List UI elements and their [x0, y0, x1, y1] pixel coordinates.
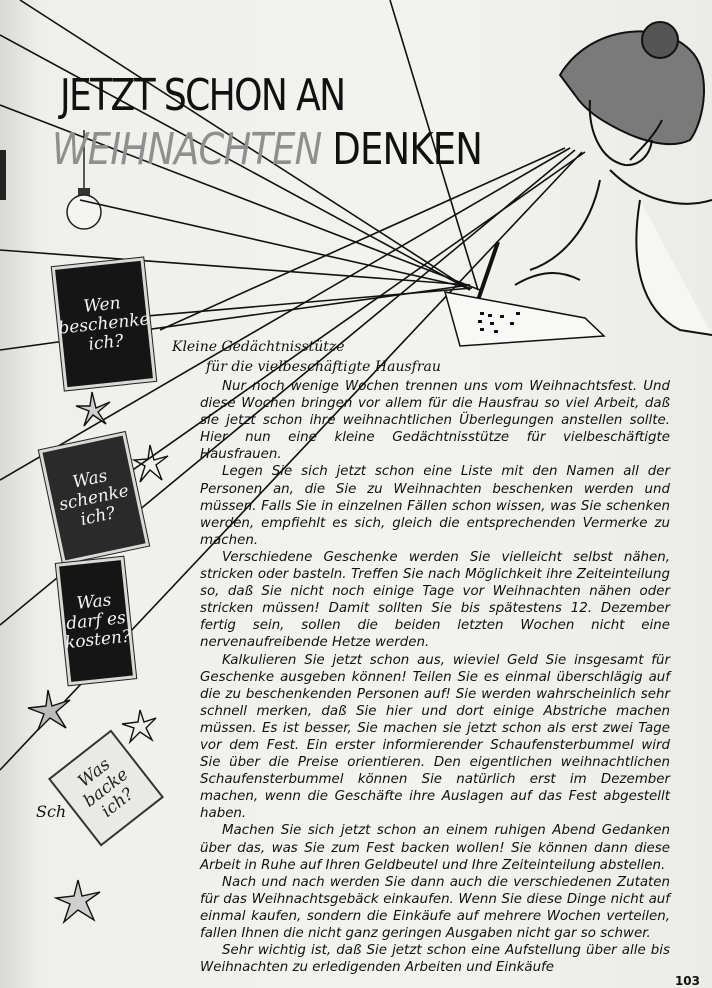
- title-denken: DENKEN: [321, 124, 483, 175]
- paragraph: Nach und nach werden Sie dann auch die verschiedenen Zutaten für das Weihnachtsgebäck einkaufen. Wenn Sie diese Dinge nicht auf einmal kaufen, sondern die Einkäufe auf mehrere Wochen verteilen, fallen Ihnen die nicht ganz geringen Ausgaben nicht gar so schwer.: [200, 874, 670, 941]
- title-line-1: JETZT SCHON AN: [60, 70, 345, 121]
- pencil-icon: [476, 242, 498, 306]
- subtitle-line-1: Kleine Gedächtnisstütze: [172, 339, 345, 355]
- paragraph: Machen Sie sich jetzt schon an einem ruhigen Abend Gedanken über das, was Sie zum Fest backen wollen! Sie können dann diese Arbeit in Ruhe auf Ihren Geldbeutel und Ihre Zeiteinteilung abstellen.: [200, 823, 670, 873]
- page-number: 103: [674, 974, 700, 988]
- board-was-darf-es-kosten: Was darf es kosten?: [56, 557, 136, 685]
- article-body: [200, 378, 670, 976]
- title-weihnachten: WEIHNACHTEN: [52, 124, 322, 175]
- notebook-icon: [445, 292, 604, 346]
- paragraph: Legen Sie sich jetzt schon eine Liste mit den Namen all der Personen an, die Sie zu Weihnachten beschenken werden und müssen. Falls Sie in einzelnen Fällen schon wissen, was Sie schenken werden, empfiehlt es sich, gleich die entsprechenden Vermerke zu machen.: [200, 464, 670, 548]
- board-wen-beschenke: Wen beschenke ich?: [52, 258, 156, 391]
- paragraph: Verschiedene Geschenke werden Sie vielleicht selbst nähen, stricken oder basteln. Treffen Sie nach Möglichkeit ihre Zeiteinteilung so, daß Sie nicht noch einige Tage vor Weihnachten nähen oder stricken müssen! Damit sollten Sie bis spätestens 12. Dezember fertig sein, sollen die beiden letzten Wochen nicht eine nervenaufreibende Hetze werden.: [200, 549, 670, 651]
- title-line-2: [52, 124, 482, 175]
- paragraph: Kalkulieren Sie jetzt schon aus, wieviel Geld Sie insgesamt für Geschenke ausgeben können! Teilen Sie es einmal überschlägig auf die zu beschenkenden Personen auf! Sie werden wahrscheinlich sehr schnell merken, daß Sie hier und dort einige Abstriche machen müssen. Es ist besser, Sie machen sie jetzt schon als erst zwei Tage vor dem Fest. Ein erster informierender Schaufensterbummel wird Sie über die Preise orientieren. Den eigentlichen weihnachtlichen Schaufensterbummel können Sie natürlich erst im Dezember machen, wenn die Geschäfte ihre Auslagen auf das Fest abgestellt haben.: [200, 652, 670, 822]
- subtitle: [172, 337, 441, 377]
- board-was-backe: Was backe ich?: [48, 729, 164, 846]
- paragraph: Sehr wichtig ist, daß Sie jetzt schon eine Aufstellung über alle bis Weihnachten zu erledigenden Arbeiten und Einkäufe: [200, 943, 670, 976]
- board-was-schenke: Was schenke ich?: [39, 432, 149, 564]
- woman-illustration: [515, 22, 712, 335]
- artist-signature: Sch: [36, 802, 67, 821]
- paragraph: Nur noch wenige Wochen trennen uns vom Weihnachtsfest. Und diese Wochen bringen vor allem für die Hausfrau so viel Arbeit, daß sie jetzt schon ihre weihnachtlichen Überlegungen anstellen sollte. Hier nun eine kleine Gedächtnisstütze für vielbeschäftigte Hausfrauen.: [200, 379, 670, 463]
- subtitle-line-2: für die vielbeschäftigte Hausfrau: [206, 359, 441, 375]
